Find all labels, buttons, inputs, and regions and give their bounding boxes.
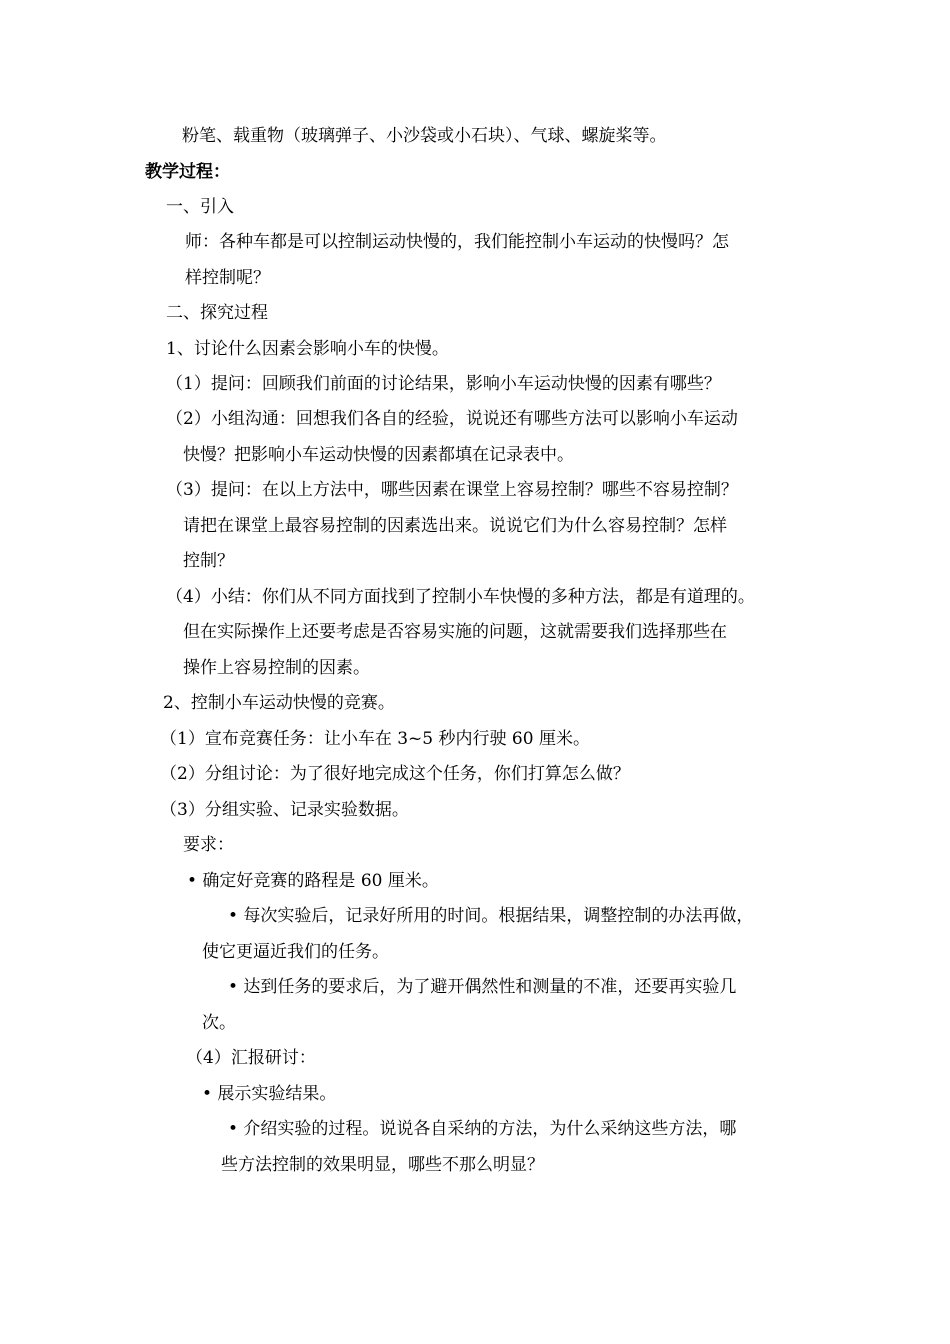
item2-p1: （1）宣布竞赛任务：让小车在 3~5 秒内行驶 60 厘米。 — [160, 729, 590, 749]
item1-p4-line2: 但在实际操作上还要考虑是否容易实施的问题，这就需要我们选择那些在 — [183, 622, 727, 642]
requirement-2-line2: 使它更逼近我们的任务。 — [202, 942, 389, 962]
item2-p2: （2）分组讨论：为了很好地完成这个任务，你们打算怎么做？ — [160, 764, 630, 784]
materials-line: 粉笔、载重物（玻璃弹子、小沙袋或小石块）、气球、螺旋桨等。 — [182, 126, 667, 146]
item1-p4-line3: 操作上容易控制的因素。 — [183, 658, 370, 678]
section2-title: 二、探究过程 — [166, 303, 268, 323]
item1-p2-line1: （2）小组沟通：回想我们各自的经验，说说还有哪些方法可以影响小车运动 — [166, 409, 738, 429]
item2-title: 2、控制小车运动快慢的竞赛。 — [163, 693, 395, 713]
section1-title: 一、引入 — [166, 197, 234, 217]
item2-p3: （3）分组实验、记录实验数据。 — [160, 800, 409, 820]
requirement-2-line1: • 每次实验后，记录好所用的时间。根据结果，调整控制的办法再做， — [228, 906, 754, 926]
report-2-line1: • 介绍实验的过程。说说各自采纳的方法，为什么采纳这些方法，哪 — [228, 1119, 737, 1139]
item1-p3-line1: （3）提问：在以上方法中，哪些因素在课堂上容易控制？哪些不容易控制？ — [166, 480, 738, 500]
teaching-process-heading: 教学过程： — [145, 162, 230, 182]
item1-p1: （1）提问：回顾我们前面的讨论结果，影响小车运动快慢的因素有哪些？ — [166, 374, 721, 394]
item2-p4: （4）汇报研讨： — [186, 1048, 316, 1068]
report-2-line2: 些方法控制的效果明显，哪些不那么明显？ — [221, 1155, 544, 1175]
requirement-3-line1: • 达到任务的要求后，为了避开偶然性和测量的不准，还要再实验几 — [228, 977, 737, 997]
item1-p3-line3: 控制？ — [183, 551, 234, 571]
report-1: • 展示实验结果。 — [202, 1084, 337, 1104]
requirement-1: • 确定好竞赛的路程是 60 厘米。 — [187, 871, 439, 891]
item1-p3-line2: 请把在课堂上最容易控制的因素选出来。说说它们为什么容易控制？怎样 — [183, 516, 727, 536]
item1-p4-line1: （4）小结：你们从不同方面找到了控制小车快慢的多种方法，都是有道理的。 — [166, 587, 755, 607]
requirement-3-line2: 次。 — [202, 1013, 236, 1033]
requirements-label: 要求： — [183, 835, 234, 855]
section1-line2: 样控制呢？ — [185, 268, 270, 288]
item1-title: 1、讨论什么因素会影响小车的快慢。 — [166, 339, 449, 359]
item1-p2-line2: 快慢？把影响小车运动快慢的因素都填在记录表中。 — [183, 445, 574, 465]
section1-line1: 师：各种车都是可以控制运动快慢的，我们能控制小车运动的快慢吗？怎 — [185, 232, 729, 252]
